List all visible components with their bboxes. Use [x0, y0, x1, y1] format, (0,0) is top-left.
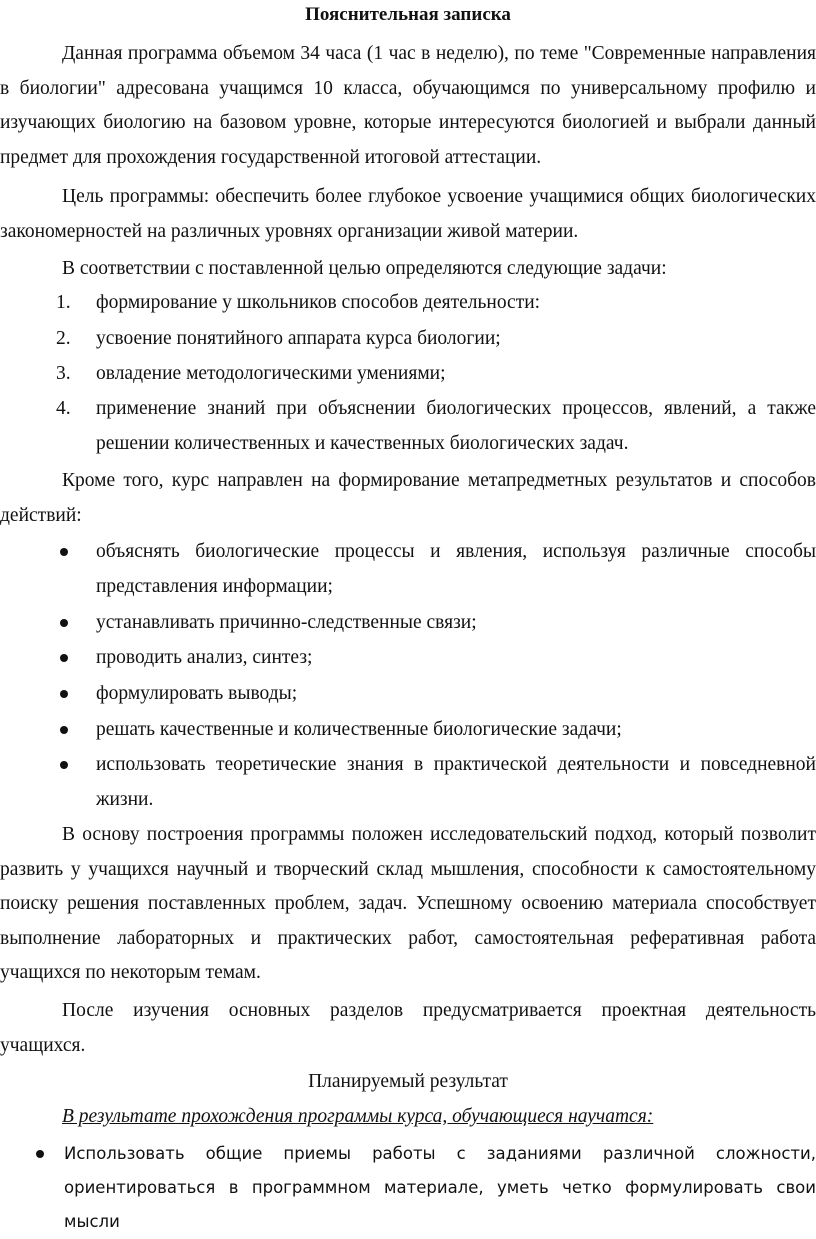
task-text: усвоение понятийного аппарата курса биологии; [96, 328, 501, 349]
skill-text: формулировать выводы; [96, 683, 298, 704]
skill-text: объяснять биологические процессы и явления, используя различные способы представления информации; [96, 541, 816, 597]
learn-heading: В результате прохождения программы курса, обучающиеся научатся: [62, 1106, 654, 1127]
task-number: 4. [56, 398, 71, 419]
bullet-icon [36, 1150, 44, 1158]
goal-paragraph: Цель программы: обеспечить более глубокое усвоение учащимися общих биологических закономерностей на различных уровнях организации живой материи. [0, 186, 816, 242]
task-text: овладение методологическими умениями; [96, 363, 446, 384]
bullet-icon [60, 726, 68, 734]
project-paragraph: После изучения основных разделов предусматривается проектная деятельность учащихся. [0, 1000, 816, 1056]
tasks-intro-paragraph: В соответствии с поставленной целью определяются следующие задачи: [62, 258, 667, 279]
bullet-icon [60, 548, 68, 556]
document-title: Пояснительная записка [305, 4, 511, 25]
approach-paragraph: В основу построения программы положен исследовательский подход, который позволит развить у учащихся научный и творческий склад мышления, способности к самостоятельному поиску решения поставленных проблем, задач. Успешному освоению материала способствует выполнение лабораторных и практических работ, самостоятельная реферативная работа учащихся по некоторым темам. [0, 824, 816, 983]
metasubject-paragraph: Кроме того, курс направлен на формирование метапредметных результатов и способов действий: [0, 470, 816, 526]
bullet-icon [60, 654, 68, 662]
task-text: формирование у школьников способов деятельности: [96, 292, 541, 313]
skill-text: решать качественные и количественные биологические задачи; [96, 719, 622, 740]
bullet-icon [60, 761, 68, 769]
outcome-text: Использовать общие приемы работы с заданиями различной сложности, ориентироваться в программном материале, уметь четко формулировать свои мысли [64, 1144, 816, 1231]
task-number: 2. [56, 328, 71, 349]
results-heading: Планируемый результат [308, 1071, 508, 1092]
skill-text: использовать теоретические знания в практической деятельности и повседневной жизни. [96, 754, 816, 810]
task-text: применение знаний при объяснении биологических процессов, явлений, а также решении количественных и качественных биологических задач. [96, 398, 816, 454]
task-number: 3. [56, 363, 71, 384]
bullet-icon [60, 619, 68, 627]
skill-text: проводить анализ, синтез; [96, 647, 313, 668]
task-number: 1. [56, 292, 71, 313]
intro-paragraph: Данная программа объемом 34 часа (1 час в неделю), по теме "Современные направления в биологии" адресована учащимся 10 класса, обучающимся по универсальному профилю и изучающих биологию на базовом уровне, которые интересуются биологией и выбрали данный предмет для прохождения государственной итоговой аттестации. [0, 43, 816, 168]
bullet-icon [60, 690, 68, 698]
skill-text: устанавливать причинно-следственные связи; [96, 612, 477, 633]
